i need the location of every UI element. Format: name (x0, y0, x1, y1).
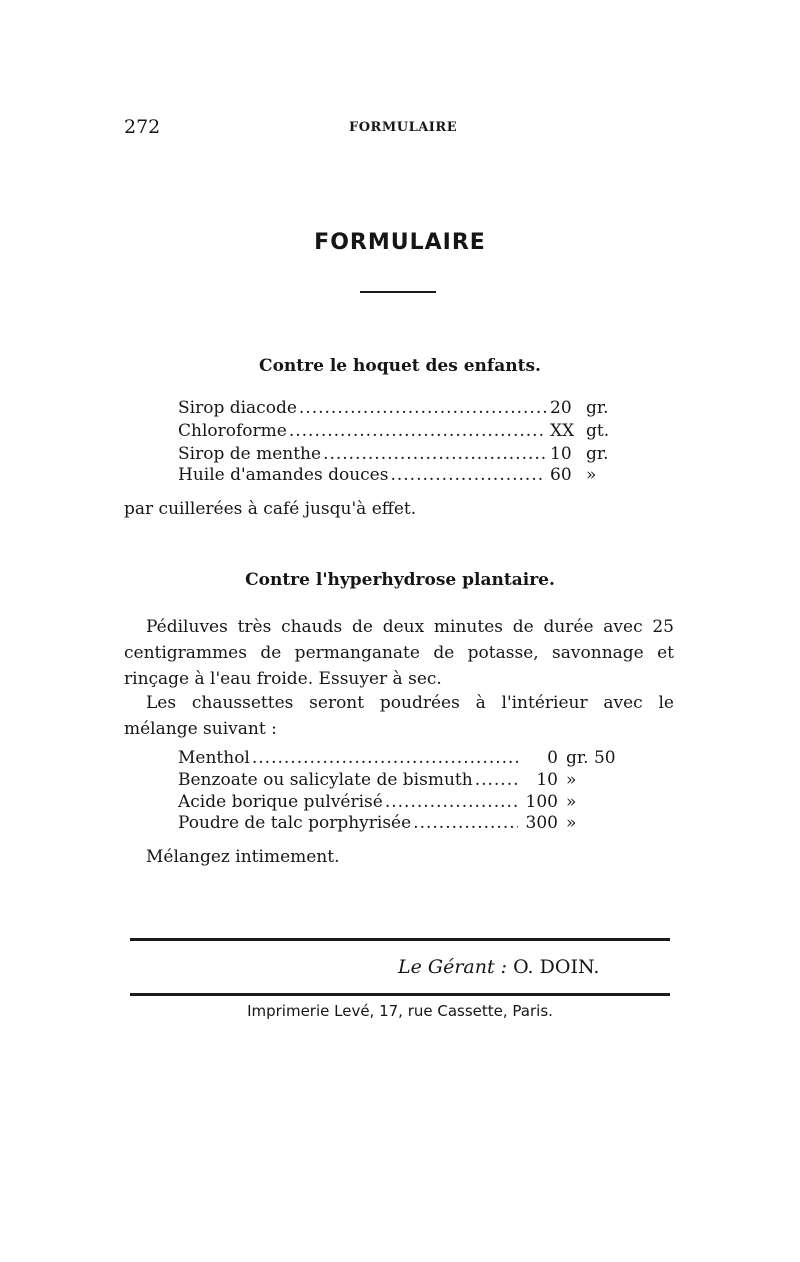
dosage-note: par cuillerées à café jusqu'à effet. (124, 499, 417, 519)
manager-role: Le Gérant : (398, 956, 508, 978)
title-divider (360, 291, 436, 293)
leader-dots (323, 444, 546, 464)
leader-dots (390, 465, 546, 485)
ingredient-name: Sirop de menthe (178, 444, 322, 464)
running-title: FORMULAIRE (349, 120, 458, 135)
manager-name: O. DOIN. (513, 956, 600, 978)
ingredient-quantity: 100 (525, 792, 558, 812)
ingredient-name: Poudre de talc porphyrisée (178, 813, 412, 833)
ingredient-name: Menthol (178, 748, 250, 768)
ingredient-quantity: 60 (550, 465, 572, 485)
page-number: 272 (124, 116, 161, 138)
printer-imprint: Imprimerie Levé, 17, rue Cassette, Paris. (247, 1002, 553, 1020)
ingredient-name: Chloroforme (178, 421, 287, 441)
treatment-paragraph: Pédiluves très chauds de deux minutes de durée avec 25 centigrammes de permanganate de potasse, savonnage et rinçage à l'eau froide. Essuyer à sec. (124, 617, 674, 689)
ingredient-unit: » (566, 792, 577, 812)
footer-divider-top (130, 938, 670, 941)
ingredient-unit: gr. 50 (566, 748, 616, 768)
ingredient-unit: gr. (586, 398, 609, 418)
manager-signature (398, 956, 599, 978)
prescription-line (178, 465, 620, 485)
page-title: FORMULAIRE (314, 230, 486, 255)
ingredient-quantity: 10 (536, 770, 558, 790)
prescription-line (178, 792, 630, 812)
leader-dots (413, 813, 518, 833)
footer-divider-bottom (130, 993, 670, 996)
prescription-line (178, 770, 630, 790)
ingredient-name: Benzoate ou salicylate de bismuth (178, 770, 473, 790)
mixture-intro: Les chaussettes seront poudrées à l'intérieur avec le mélange suivant : (124, 693, 674, 739)
ingredient-quantity: 300 (525, 813, 558, 833)
leader-dots (289, 421, 546, 441)
leader-dots (252, 748, 518, 768)
ingredient-unit: gt. (586, 421, 610, 441)
prescription-line (178, 813, 630, 833)
ingredient-name: Huile d'amandes douces (178, 465, 389, 485)
ingredient-quantity: 20 (550, 398, 572, 418)
ingredient-unit: » (586, 465, 597, 485)
ingredient-name: Acide borique pulvérisé (178, 792, 383, 812)
ingredient-quantity: 0 (547, 748, 558, 768)
ingredient-unit: » (566, 813, 577, 833)
prescription-line (178, 421, 620, 441)
leader-dots (385, 792, 518, 812)
mixing-instruction: Mélangez intimement. (146, 847, 340, 867)
leader-dots (475, 770, 518, 790)
section-heading-hiccup: Contre le hoquet des enfants. (259, 356, 541, 376)
prescription-line (178, 444, 620, 464)
ingredient-quantity: 10 (550, 444, 572, 464)
ingredient-quantity: XX (550, 421, 575, 441)
prescription-line (178, 748, 630, 768)
ingredient-unit: » (566, 770, 577, 790)
section-heading-hyperhidrosis: Contre l'hyperhydrose plantaire. (245, 570, 555, 590)
ingredient-name: Sirop diacode (178, 398, 297, 418)
prescription-line (178, 398, 620, 418)
leader-dots (299, 398, 546, 418)
ingredient-unit: gr. (586, 444, 609, 464)
